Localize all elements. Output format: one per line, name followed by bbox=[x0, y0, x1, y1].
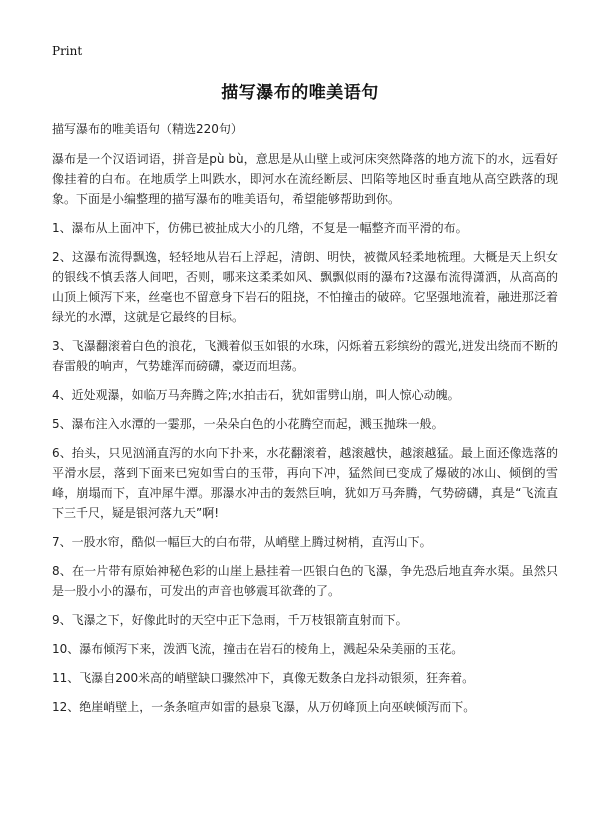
intro-paragraph: 瀑布是一个汉语词语，拼音是pù bù，意思是从山壁上或河床突然降落的地方流下的水，远看好像挂着的白布。在地质学上叫跌水，即河水在流经断层、凹陷等地区时垂直地从高空跌落的现象。下面是小编整理的描写瀑布的唯美语句，希望能够帮助到你。 bbox=[52, 152, 558, 206]
paragraph: 3、飞瀑翻滚着白色的浪花，飞溅着似玉如银的水珠，闪烁着五彩缤纷的霞光,迸发出绕而不断的春雷般的响声，气势雄浑而磅礴，豪迈而坦荡。 bbox=[52, 339, 558, 373]
page-title: 描写瀑布的唯美语句 bbox=[221, 83, 379, 103]
paragraph: 6、抬头，只见汹涌直泻的水向下扑来，水花翻滚着，越滚越快，越滚越猛。最上面还像选落的平滑水层，落到下面来已宛如雪白的玉带，再向下冲，猛然间已变成了爆破的冰山、倾倒的雪峰，崩塌而下，直冲犀牛潭。那瀑水冲击的轰然巨响，犹如万马奔腾，气势磅礴，真是“飞流直下三千尺，疑是银河落九天”啊! bbox=[52, 446, 558, 520]
paragraph: 4、近处观瀑，如临万马奔腾之阵;水拍击石，犹如雷劈山崩，叫人惊心动魄。 bbox=[52, 388, 460, 402]
paragraph: 12、绝崖峭壁上，一条条喧声如雷的悬泉飞瀑，从万仞峰顶上向巫峡倾泻而下。 bbox=[52, 700, 476, 714]
print-link[interactable]: Print bbox=[52, 44, 83, 58]
paragraph: 2、这瀑布流得飘逸，轻轻地从岩石上浮起，清朗、明快，被微风轻柔地梳理。大概是天上织女的银线不慎丢落人间吧，否则，哪来这柔柔如风、飘飘似雨的瀑布?这瀑布流得潇洒，从高高的山顶上倾泻下来，丝毫也不留意身下岩石的阻挠，不怕撞击的破碎。它坚强地流着，融进那泛着绿光的水潭，这就是它最终的目标。 bbox=[52, 250, 558, 324]
paragraph: 7、一股水帘，酷似一幅巨大的白布带，从峭壁上腾过树梢，直泻山下。 bbox=[52, 535, 432, 549]
paragraph: 5、瀑布注入水潭的一霎那，一朵朵白色的小花腾空而起，溅玉抛珠一般。 bbox=[52, 417, 444, 431]
paragraph: 8、在一片带有原始神秘色彩的山崖上悬挂着一匹银白色的飞瀑，争先恐后地直奔水渠。虽然只是一股小小的瀑布，可发出的声音也够震耳欲聋的了。 bbox=[52, 564, 558, 598]
document-subtitle: 描写瀑布的唯美语句（精选220句） bbox=[52, 122, 243, 136]
paragraph: 1、瀑布从上面冲下，仿佛已被扯成大小的几绺，不复是一幅整齐而平滑的布。 bbox=[52, 221, 468, 235]
paragraph: 9、飞瀑之下，好像此时的天空中正下急雨，千万枝银箭直射而下。 bbox=[52, 613, 408, 627]
paragraph: 10、瀑布倾泻下来，泼洒飞流，撞击在岩石的棱角上，溅起朵朵美丽的玉花。 bbox=[52, 642, 464, 656]
document-body bbox=[52, 149, 558, 726]
paragraph: 11、飞瀑自200米高的峭壁缺口骤然冲下，真像无数条白龙抖动银须，狂奔着。 bbox=[52, 671, 475, 685]
